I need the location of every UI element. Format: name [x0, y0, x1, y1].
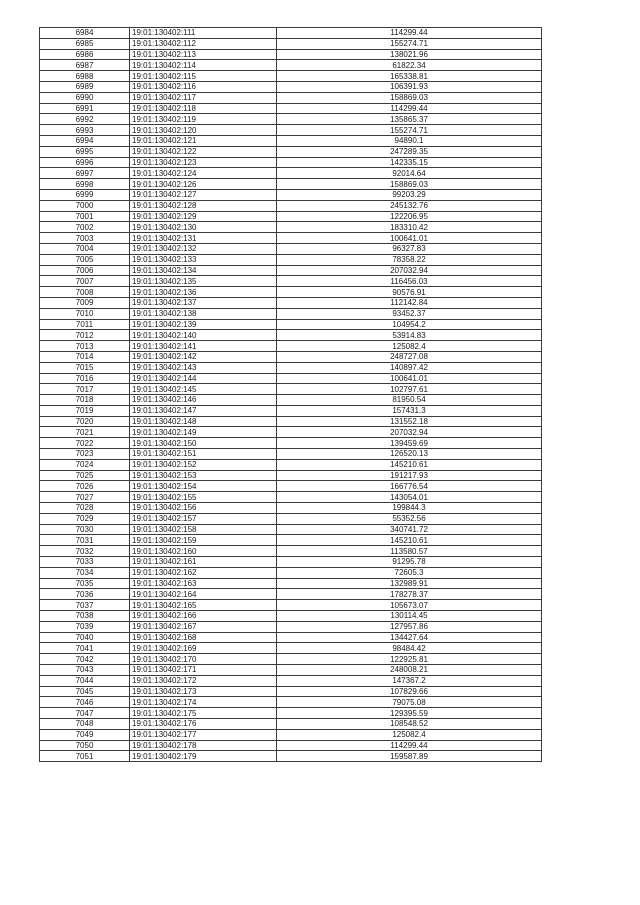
cadastral-number-cell: 19:01:130402:139	[130, 319, 277, 330]
row-number-cell: 7011	[40, 319, 130, 330]
value-cell: 157431.3	[277, 405, 542, 416]
table-row	[40, 405, 542, 416]
row-number-cell: 7036	[40, 589, 130, 600]
table-row	[40, 578, 542, 589]
row-number-cell: 7005	[40, 254, 130, 265]
cadastral-number-cell: 19:01:130402:126	[130, 179, 277, 190]
row-number-cell: 6987	[40, 60, 130, 71]
value-cell: 61822.34	[277, 60, 542, 71]
table-row	[40, 384, 542, 395]
table-row	[40, 546, 542, 557]
cadastral-number-cell: 19:01:130402:118	[130, 103, 277, 114]
cadastral-number-cell: 19:01:130402:174	[130, 697, 277, 708]
value-cell: 122206.95	[277, 211, 542, 222]
table-row	[40, 697, 542, 708]
row-number-cell: 7029	[40, 513, 130, 524]
cadastral-number-cell: 19:01:130402:167	[130, 621, 277, 632]
table-row	[40, 319, 542, 330]
table-row	[40, 665, 542, 676]
value-cell: 112142.84	[277, 297, 542, 308]
cadastral-number-cell: 19:01:130402:178	[130, 740, 277, 751]
table-row	[40, 686, 542, 697]
cadastral-number-cell: 19:01:130402:141	[130, 341, 277, 352]
cadastral-number-cell: 19:01:130402:117	[130, 92, 277, 103]
cadastral-number-cell: 19:01:130402:155	[130, 492, 277, 503]
value-cell: 166776.54	[277, 481, 542, 492]
value-cell: 113580.57	[277, 546, 542, 557]
value-cell: 340741.72	[277, 524, 542, 535]
row-number-cell: 7012	[40, 330, 130, 341]
row-number-cell: 7032	[40, 546, 130, 557]
value-cell: 116456.03	[277, 276, 542, 287]
row-number-cell: 7051	[40, 751, 130, 762]
table-row	[40, 179, 542, 190]
row-number-cell: 7008	[40, 287, 130, 298]
row-number-cell: 7040	[40, 632, 130, 643]
cadastral-number-cell: 19:01:130402:127	[130, 189, 277, 200]
value-cell: 142335.15	[277, 157, 542, 168]
cadastral-number-cell: 19:01:130402:157	[130, 513, 277, 524]
cadastral-number-cell: 19:01:130402:123	[130, 157, 277, 168]
cadastral-number-cell: 19:01:130402:148	[130, 416, 277, 427]
row-number-cell: 7015	[40, 362, 130, 373]
cadastral-number-cell: 19:01:130402:162	[130, 567, 277, 578]
table-row	[40, 427, 542, 438]
table-row	[40, 157, 542, 168]
cadastral-number-cell: 19:01:130402:153	[130, 470, 277, 481]
row-number-cell: 7046	[40, 697, 130, 708]
value-cell: 199844.3	[277, 503, 542, 514]
cadastral-number-cell: 19:01:130402:169	[130, 643, 277, 654]
row-number-cell: 6985	[40, 38, 130, 49]
cadastral-number-cell: 19:01:130402:172	[130, 675, 277, 686]
row-number-cell: 7000	[40, 200, 130, 211]
table-row	[40, 254, 542, 265]
value-cell: 248727.08	[277, 351, 542, 362]
value-cell: 191217.93	[277, 470, 542, 481]
value-cell: 135865.37	[277, 114, 542, 125]
row-number-cell: 7030	[40, 524, 130, 535]
value-cell: 125082.4	[277, 341, 542, 352]
cadastral-number-cell: 19:01:130402:131	[130, 233, 277, 244]
cadastral-number-cell: 19:01:130402:151	[130, 449, 277, 460]
table-row	[40, 513, 542, 524]
table-row	[40, 524, 542, 535]
row-number-cell: 7021	[40, 427, 130, 438]
row-number-cell: 7049	[40, 729, 130, 740]
value-cell: 158869.03	[277, 179, 542, 190]
table-row	[40, 243, 542, 254]
value-cell: 245132.76	[277, 200, 542, 211]
data-table	[39, 27, 542, 762]
row-number-cell: 7034	[40, 567, 130, 578]
value-cell: 138021.96	[277, 49, 542, 60]
value-cell: 145210.61	[277, 459, 542, 470]
table-row	[40, 600, 542, 611]
value-cell: 147367.2	[277, 675, 542, 686]
row-number-cell: 7007	[40, 276, 130, 287]
table-row	[40, 276, 542, 287]
table-row	[40, 92, 542, 103]
cadastral-number-cell: 19:01:130402:165	[130, 600, 277, 611]
row-number-cell: 7019	[40, 405, 130, 416]
cadastral-number-cell: 19:01:130402:129	[130, 211, 277, 222]
row-number-cell: 7031	[40, 535, 130, 546]
row-number-cell: 7028	[40, 503, 130, 514]
value-cell: 207032.94	[277, 265, 542, 276]
value-cell: 122925.81	[277, 654, 542, 665]
table-row	[40, 189, 542, 200]
cadastral-number-cell: 19:01:130402:119	[130, 114, 277, 125]
value-cell: 155274.71	[277, 38, 542, 49]
table-row	[40, 470, 542, 481]
table-row	[40, 103, 542, 114]
cadastral-number-cell: 19:01:130402:146	[130, 395, 277, 406]
cadastral-number-cell: 19:01:130402:171	[130, 665, 277, 676]
table-row	[40, 38, 542, 49]
value-cell: 78358.22	[277, 254, 542, 265]
row-number-cell: 6997	[40, 168, 130, 179]
cadastral-number-cell: 19:01:130402:161	[130, 557, 277, 568]
cadastral-number-cell: 19:01:130402:111	[130, 28, 277, 39]
cadastral-number-cell: 19:01:130402:170	[130, 654, 277, 665]
cadastral-number-cell: 19:01:130402:124	[130, 168, 277, 179]
value-cell: 155274.71	[277, 125, 542, 136]
table-row	[40, 114, 542, 125]
cadastral-number-cell: 19:01:130402:156	[130, 503, 277, 514]
table-row	[40, 395, 542, 406]
table-row	[40, 740, 542, 751]
value-cell: 114299.44	[277, 103, 542, 114]
value-cell: 99203.29	[277, 189, 542, 200]
row-number-cell: 6989	[40, 81, 130, 92]
table-row	[40, 222, 542, 233]
row-number-cell: 7038	[40, 611, 130, 622]
row-number-cell: 7045	[40, 686, 130, 697]
table-row	[40, 265, 542, 276]
value-cell: 55352.56	[277, 513, 542, 524]
table-row	[40, 49, 542, 60]
row-number-cell: 6984	[40, 28, 130, 39]
row-number-cell: 7026	[40, 481, 130, 492]
table-row	[40, 81, 542, 92]
table-row	[40, 416, 542, 427]
cadastral-number-cell: 19:01:130402:128	[130, 200, 277, 211]
table-row	[40, 351, 542, 362]
value-cell: 134427.64	[277, 632, 542, 643]
table-row	[40, 557, 542, 568]
row-number-cell: 7004	[40, 243, 130, 254]
table-row	[40, 373, 542, 384]
table-row	[40, 308, 542, 319]
table-row	[40, 168, 542, 179]
value-cell: 91295.78	[277, 557, 542, 568]
value-cell: 96327.83	[277, 243, 542, 254]
row-number-cell: 7027	[40, 492, 130, 503]
table-row	[40, 503, 542, 514]
row-number-cell: 6993	[40, 125, 130, 136]
table-row	[40, 675, 542, 686]
value-cell: 183310.42	[277, 222, 542, 233]
row-number-cell: 6992	[40, 114, 130, 125]
row-number-cell: 6995	[40, 146, 130, 157]
cadastral-number-cell: 19:01:130402:176	[130, 719, 277, 730]
table-row	[40, 535, 542, 546]
value-cell: 105673.07	[277, 600, 542, 611]
value-cell: 79075.08	[277, 697, 542, 708]
table-row	[40, 729, 542, 740]
value-cell: 114299.44	[277, 740, 542, 751]
table-body	[40, 28, 542, 762]
table-row	[40, 567, 542, 578]
cadastral-number-cell: 19:01:130402:152	[130, 459, 277, 470]
cadastral-number-cell: 19:01:130402:154	[130, 481, 277, 492]
row-number-cell: 7003	[40, 233, 130, 244]
row-number-cell: 6990	[40, 92, 130, 103]
table-row	[40, 125, 542, 136]
value-cell: 165338.81	[277, 71, 542, 82]
row-number-cell: 7035	[40, 578, 130, 589]
value-cell: 100641.01	[277, 373, 542, 384]
row-number-cell: 7042	[40, 654, 130, 665]
table-row	[40, 135, 542, 146]
value-cell: 100641.01	[277, 233, 542, 244]
row-number-cell: 6986	[40, 49, 130, 60]
value-cell: 158869.03	[277, 92, 542, 103]
cadastral-number-cell: 19:01:130402:135	[130, 276, 277, 287]
cadastral-number-cell: 19:01:130402:159	[130, 535, 277, 546]
table-row	[40, 708, 542, 719]
cadastral-number-cell: 19:01:130402:149	[130, 427, 277, 438]
row-number-cell: 7010	[40, 308, 130, 319]
row-number-cell: 7022	[40, 438, 130, 449]
table-row	[40, 751, 542, 762]
cadastral-number-cell: 19:01:130402:158	[130, 524, 277, 535]
row-number-cell: 7025	[40, 470, 130, 481]
table-row	[40, 146, 542, 157]
cadastral-number-cell: 19:01:130402:179	[130, 751, 277, 762]
table-row	[40, 654, 542, 665]
row-number-cell: 7041	[40, 643, 130, 654]
row-number-cell: 7023	[40, 449, 130, 460]
cadastral-number-cell: 19:01:130402:115	[130, 71, 277, 82]
table-row	[40, 632, 542, 643]
cadastral-number-cell: 19:01:130402:134	[130, 265, 277, 276]
cadastral-number-cell: 19:01:130402:150	[130, 438, 277, 449]
row-number-cell: 6999	[40, 189, 130, 200]
value-cell: 127957.86	[277, 621, 542, 632]
cadastral-number-cell: 19:01:130402:113	[130, 49, 277, 60]
row-number-cell: 6994	[40, 135, 130, 146]
value-cell: 247289.35	[277, 146, 542, 157]
cadastral-number-cell: 19:01:130402:164	[130, 589, 277, 600]
table-row	[40, 60, 542, 71]
cadastral-number-cell: 19:01:130402:116	[130, 81, 277, 92]
cadastral-number-cell: 19:01:130402:140	[130, 330, 277, 341]
cadastral-number-cell: 19:01:130402:137	[130, 297, 277, 308]
row-number-cell: 6998	[40, 179, 130, 190]
cadastral-number-cell: 19:01:130402:120	[130, 125, 277, 136]
row-number-cell: 7043	[40, 665, 130, 676]
value-cell: 108548.52	[277, 719, 542, 730]
table-row	[40, 589, 542, 600]
value-cell: 129395.59	[277, 708, 542, 719]
cadastral-number-cell: 19:01:130402:136	[130, 287, 277, 298]
table-row	[40, 492, 542, 503]
table-row	[40, 200, 542, 211]
cadastral-number-cell: 19:01:130402:138	[130, 308, 277, 319]
table-row	[40, 297, 542, 308]
value-cell: 94890.1	[277, 135, 542, 146]
table-row	[40, 459, 542, 470]
cadastral-number-cell: 19:01:130402:112	[130, 38, 277, 49]
value-cell: 114299.44	[277, 28, 542, 39]
table-row	[40, 643, 542, 654]
row-number-cell: 7001	[40, 211, 130, 222]
value-cell: 130114.45	[277, 611, 542, 622]
row-number-cell: 7020	[40, 416, 130, 427]
cadastral-number-cell: 19:01:130402:142	[130, 351, 277, 362]
cadastral-number-cell: 19:01:130402:130	[130, 222, 277, 233]
value-cell: 132989.91	[277, 578, 542, 589]
row-number-cell: 7016	[40, 373, 130, 384]
cadastral-number-cell: 19:01:130402:160	[130, 546, 277, 557]
cadastral-number-cell: 19:01:130402:121	[130, 135, 277, 146]
value-cell: 207032.94	[277, 427, 542, 438]
row-number-cell: 6996	[40, 157, 130, 168]
row-number-cell: 7018	[40, 395, 130, 406]
row-number-cell: 6988	[40, 71, 130, 82]
cadastral-number-cell: 19:01:130402:145	[130, 384, 277, 395]
value-cell: 107829.66	[277, 686, 542, 697]
cadastral-number-cell: 19:01:130402:114	[130, 60, 277, 71]
row-number-cell: 7024	[40, 459, 130, 470]
table-row	[40, 71, 542, 82]
table-row	[40, 449, 542, 460]
value-cell: 159587.89	[277, 751, 542, 762]
value-cell: 145210.61	[277, 535, 542, 546]
table-row	[40, 287, 542, 298]
table-row	[40, 341, 542, 352]
row-number-cell: 7050	[40, 740, 130, 751]
value-cell: 139459.69	[277, 438, 542, 449]
table-row	[40, 330, 542, 341]
value-cell: 140897.42	[277, 362, 542, 373]
row-number-cell: 7044	[40, 675, 130, 686]
value-cell: 131552.18	[277, 416, 542, 427]
cadastral-number-cell: 19:01:130402:166	[130, 611, 277, 622]
value-cell: 92014.64	[277, 168, 542, 179]
row-number-cell: 7006	[40, 265, 130, 276]
value-cell: 178278.37	[277, 589, 542, 600]
row-number-cell: 7047	[40, 708, 130, 719]
row-number-cell: 7002	[40, 222, 130, 233]
table-row	[40, 362, 542, 373]
value-cell: 104954.2	[277, 319, 542, 330]
row-number-cell: 6991	[40, 103, 130, 114]
table-row	[40, 719, 542, 730]
cadastral-number-cell: 19:01:130402:177	[130, 729, 277, 740]
value-cell: 126520.13	[277, 449, 542, 460]
cadastral-number-cell: 19:01:130402:133	[130, 254, 277, 265]
value-cell: 106391.93	[277, 81, 542, 92]
cadastral-number-cell: 19:01:130402:168	[130, 632, 277, 643]
value-cell: 143054.01	[277, 492, 542, 503]
value-cell: 248008.21	[277, 665, 542, 676]
table-row	[40, 211, 542, 222]
value-cell: 93452.37	[277, 308, 542, 319]
cadastral-number-cell: 19:01:130402:144	[130, 373, 277, 384]
row-number-cell: 7014	[40, 351, 130, 362]
cadastral-number-cell: 19:01:130402:122	[130, 146, 277, 157]
row-number-cell: 7048	[40, 719, 130, 730]
value-cell: 72605.3	[277, 567, 542, 578]
value-cell: 81950.54	[277, 395, 542, 406]
cadastral-number-cell: 19:01:130402:175	[130, 708, 277, 719]
cadastral-number-cell: 19:01:130402:163	[130, 578, 277, 589]
table-row	[40, 611, 542, 622]
table-row	[40, 28, 542, 39]
row-number-cell: 7033	[40, 557, 130, 568]
table-row	[40, 621, 542, 632]
value-cell: 102797.61	[277, 384, 542, 395]
row-number-cell: 7009	[40, 297, 130, 308]
table-row	[40, 438, 542, 449]
row-number-cell: 7017	[40, 384, 130, 395]
cadastral-number-cell: 19:01:130402:143	[130, 362, 277, 373]
cadastral-number-cell: 19:01:130402:173	[130, 686, 277, 697]
cadastral-number-cell: 19:01:130402:147	[130, 405, 277, 416]
cadastral-number-cell: 19:01:130402:132	[130, 243, 277, 254]
row-number-cell: 7039	[40, 621, 130, 632]
table-row	[40, 481, 542, 492]
value-cell: 125082.4	[277, 729, 542, 740]
value-cell: 90576.91	[277, 287, 542, 298]
value-cell: 53914.83	[277, 330, 542, 341]
value-cell: 98484.42	[277, 643, 542, 654]
row-number-cell: 7037	[40, 600, 130, 611]
table-row	[40, 233, 542, 244]
row-number-cell: 7013	[40, 341, 130, 352]
